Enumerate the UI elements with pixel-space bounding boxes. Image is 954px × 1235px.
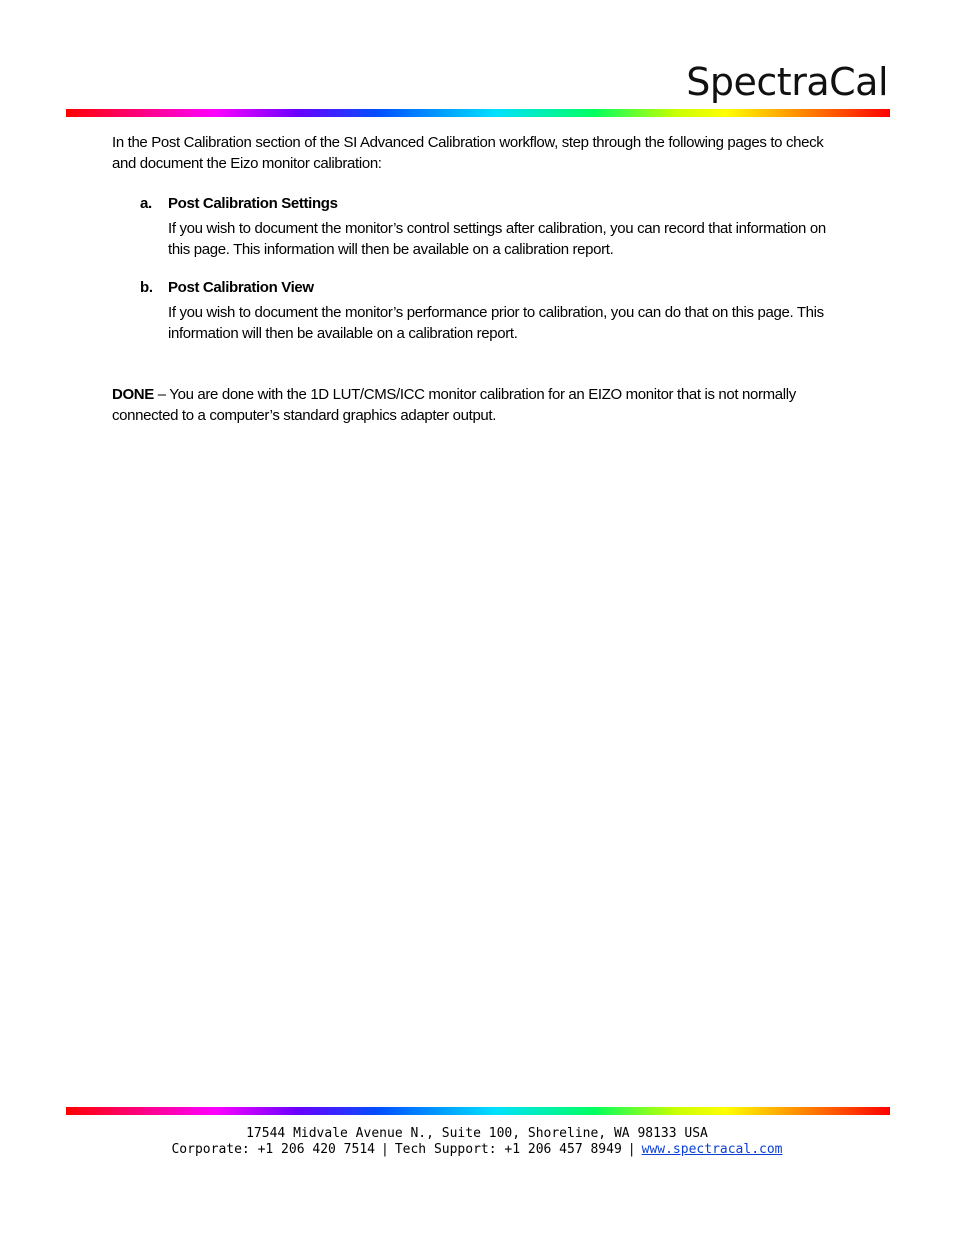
- page-footer: [0, 1126, 954, 1158]
- header-rainbow-divider: [66, 109, 890, 117]
- step-letter: a.: [140, 195, 152, 212]
- footer-separator: |: [627, 1142, 636, 1157]
- document-body: [112, 132, 842, 441]
- step-description: If you wish to document the monitor’s performance prior to calibration, you can do that on this page. This information will then be available on a calibration report.: [168, 304, 824, 342]
- done-text: – You are done with the 1D LUT/CMS/ICC monitor calibration for an EIZO monitor that is not normally connected to a computer’s standard graphics adapter output.: [112, 386, 796, 424]
- footer-rainbow-divider: [66, 1107, 890, 1115]
- website-link[interactable]: www.spectracal.com: [641, 1142, 783, 1157]
- footer-corporate-phone: Corporate: +1 206 420 7514: [171, 1142, 375, 1157]
- step-title: Post Calibration View: [168, 279, 314, 296]
- step-item-a: [112, 193, 842, 260]
- footer-contact-line: [0, 1142, 954, 1158]
- footer-tech-support-phone: Tech Support: +1 206 457 8949: [394, 1142, 622, 1157]
- spectracal-logo: SpectraCal: [686, 60, 888, 104]
- intro-paragraph: In the Post Calibration section of the SI Advanced Calibration workflow, step through the following pages to check and document the Eizo monitor calibration:: [112, 134, 824, 172]
- done-label: DONE: [112, 386, 154, 403]
- footer-separator: |: [380, 1142, 389, 1157]
- footer-address: 17544 Midvale Avenue N., Suite 100, Shoreline, WA 98133 USA: [246, 1126, 708, 1141]
- step-title: Post Calibration Settings: [168, 195, 338, 212]
- step-item-b: [112, 277, 842, 344]
- step-description: If you wish to document the monitor’s control settings after calibration, you can record that information on this page. This information will then be available on a calibration report.: [168, 220, 826, 258]
- done-paragraph: [112, 384, 842, 426]
- step-letter: b.: [140, 279, 153, 296]
